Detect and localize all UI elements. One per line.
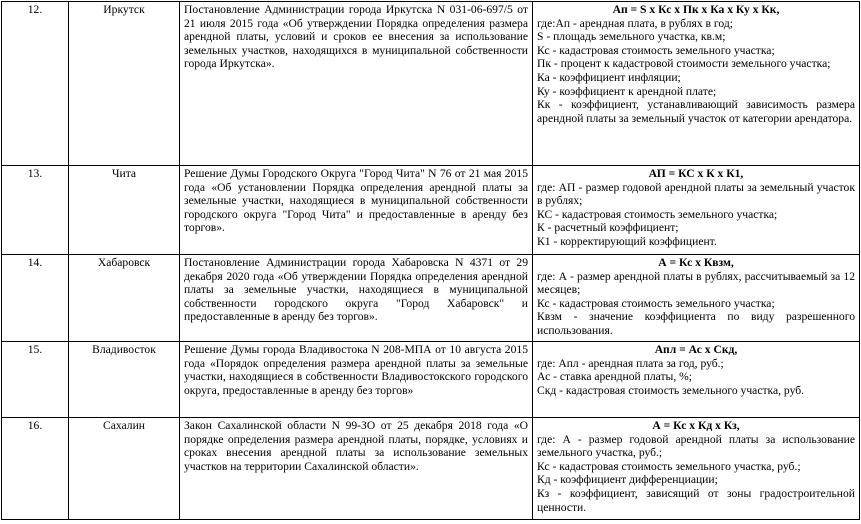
row-number: 15.: [2, 342, 69, 418]
formula-cell: [533, 342, 860, 418]
table-row: [2, 342, 860, 418]
definition: Кс - кадастровая стоимость земельного участка;: [537, 43, 775, 57]
formula: А = Кс x Кд x Кз,: [652, 419, 740, 432]
row-number: 14.: [2, 255, 69, 342]
definition: где: АП - размер годовой арендной платы за земельный участок в рублях;: [537, 180, 855, 208]
definition: КС - кадастровая стоимость земельного участка;: [537, 207, 778, 221]
table-row: [2, 166, 860, 255]
definition: Кс - кадастровая стоимость земельного участка;: [537, 296, 775, 310]
table-row: [2, 255, 860, 342]
definition: К1 - корректирующий коэффициент.: [537, 234, 717, 248]
formula-cell: [533, 418, 860, 520]
definition: Ка - коэффициент инфляции;: [537, 70, 681, 84]
table-row: [2, 418, 860, 520]
city-name: Сахалин: [69, 418, 180, 520]
regional-rent-table: [1, 1, 860, 520]
definition: Пк - процент к кадастровой стоимости земельного участка;: [537, 57, 831, 71]
definition: Квзм - значение коэффициента по виду разрешенного использования.: [537, 310, 855, 337]
legal-document: Решение Думы города Владивостока N 208-МПА от 10 августа 2015 года «Порядок определения размера арендной платы за земельные участки, находящиеся в собственности Владивостокского городского округа, предоставленные в аренду без торгов»: [180, 342, 533, 418]
definition: Кс - кадастровая стоимость земельного участка, руб.;: [537, 459, 801, 473]
row-number: 13.: [2, 166, 69, 255]
row-number: 16.: [2, 418, 69, 520]
row-number: 12.: [2, 2, 69, 166]
definition: где:Ап - арендная плата, в рублях в год;: [537, 16, 733, 30]
definition: S - площадь земельного участка, кв.м;: [537, 30, 726, 44]
definition: Кд - коэффициент дифференциации;: [537, 473, 718, 487]
city-name: Хабаровск: [69, 255, 180, 342]
legal-document: Закон Сахалинской области N 99-ЗО от 25 декабря 2018 года «О порядке определения размера арендной платы, порядке, условиях и сроках внесения арендной платы за использование земельных участков на территории Сахалинской области».: [180, 418, 533, 520]
legal-document: Постановление Администрации города Иркутска N 031-06-697/5 от 21 июля 2015 года «Об утверждении Порядка определения размера арендной платы, условий и сроков ее внесения за использование земельных участков, находящихся в муниципальной собственности города Иркутска».: [180, 2, 533, 166]
formula-cell: [533, 166, 860, 255]
legal-document: Постановление Администрации города Хабаровска N 4371 от 29 декабря 2020 года «Об утверждении Порядка определения арендной платы за земельные участки, находящиеся в муниципальной собственности городского округа "Город Хабаровск" и предоставленные в аренду без торгов».: [180, 255, 533, 342]
definition: К - расчетный коэффициент;: [537, 221, 679, 235]
definition: Ку - коэффициент к арендной плате;: [537, 84, 717, 98]
definition: Кз - коэффициент, зависящий от зоны градостроительной ценности.: [537, 486, 855, 514]
formula-cell: [533, 255, 860, 342]
definition: Скд - кадастровая стоимость земельного участка, руб.: [537, 383, 805, 397]
formula-cell: [533, 2, 860, 166]
city-name: Иркутск: [69, 2, 180, 166]
definition: Кк - коэффициент, устанавливающий зависимость размера арендной платы за земельный участок от категории арендатора.: [537, 98, 855, 125]
table-row: [2, 2, 860, 166]
definition: где: Апл - арендная плата за год, руб.;: [537, 356, 724, 370]
city-name: Чита: [69, 166, 180, 255]
formula: Ап = S x Кс x Пк x Ка x Ку x Кк,: [612, 3, 780, 16]
definition: Ас - ставка арендной платы, %;: [537, 370, 693, 384]
legal-document: Решение Думы Городского Округа "Город Чита" N 76 от 21 мая 2015 года «Об установлении Порядка определения арендной платы за земельные участки, находящиеся в муниципальной собственности городского округа "Город Чита" и предоставленные в аренду без торгов».: [180, 166, 533, 255]
definition: где: А - размер годовой арендной платы за использование земельного участка, руб.;: [537, 432, 855, 460]
formula: Апл = Ас x Скд,: [654, 343, 738, 356]
formula: АП = КС x К x К1,: [648, 167, 744, 180]
definition: где: А - размер арендной платы в рублях, рассчитываемый за 12 месяцев;: [537, 269, 855, 297]
city-name: Владивосток: [69, 342, 180, 418]
formula: А = Кс x Квзм,: [658, 256, 734, 269]
